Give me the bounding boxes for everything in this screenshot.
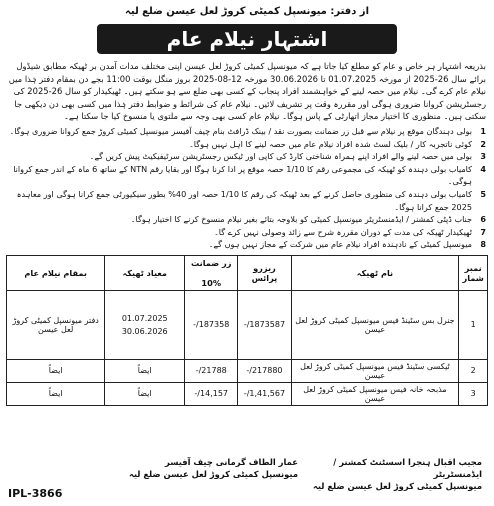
term-item: 8 میونسپل کمیٹی کے نادہندہ افراد نیلام عام میں شرکت کے مجاز نہیں ہوں گے۔ bbox=[208, 239, 486, 250]
term-item: 7 ٹھیکیدار ٹھیکہ کی مدت کے دوران مقررہ شرح سے زائد وصولی نہیں کرے گا۔ bbox=[214, 226, 486, 237]
cell-period: ایضاً bbox=[105, 382, 185, 405]
cell-serial: 3 bbox=[459, 382, 488, 405]
cell-security: 14,157/- bbox=[185, 382, 238, 405]
auction-schedule-table bbox=[6, 255, 488, 406]
table-row bbox=[7, 359, 488, 382]
term-item: 1 بولی دہندگان موقع پر نیلام سے قبل زر ضمانت بصورت نقد / بینک ڈرافٹ بنام چیف آفیسر میونسپل کمیٹی کروڑ جمع کروانا ضروری ہوگا۔ bbox=[9, 125, 486, 136]
header-reserve-price: ریزرو پرائس bbox=[238, 255, 291, 290]
cell-period: ایضاً bbox=[105, 359, 185, 382]
cell-reserve-price: 1873587/- bbox=[238, 290, 291, 359]
term-item: 6 جناب ڈپٹی کمشنر / ایڈمنسٹریٹر میونسپل کمیٹی کو بلاوجہ بتائے بغیر نیلام منسوخ کرنے کا اختیار ہوگا۔ bbox=[130, 214, 486, 225]
table-row bbox=[7, 290, 488, 359]
signature-administrator: مجیب اقبال ہنجرا اسسٹنٹ کمشنر / ایڈمنسٹریٹر میونسپل کمیٹی کروڑ لعل عیسن ضلع لیہ bbox=[312, 457, 482, 491]
notice-title-banner: اشتہار نیلام عام bbox=[97, 24, 397, 54]
header-contract-period: معیاد ٹھیکہ bbox=[105, 255, 185, 290]
cell-place: ایضاً bbox=[7, 382, 105, 405]
cell-period: 01.07.2025 30.06.2026 bbox=[105, 290, 185, 359]
term-item: 2 کوئی ناتجربہ کار / بلیک لسٹ شدہ افراد نیلام عام میں حصہ لینے کا اہل نہیں ہوگا۔ bbox=[189, 138, 486, 149]
intro-paragraph bbox=[6, 60, 488, 123]
security-percent: 10% bbox=[201, 277, 222, 288]
terms-list bbox=[6, 125, 488, 251]
cell-reserve-price: 1,41,567/- bbox=[238, 382, 291, 405]
cell-security: 187358/- bbox=[185, 290, 238, 359]
cell-serial: 1 bbox=[459, 290, 488, 359]
signature-chief-officer: عمار الطاف گرمانی چیف آفیسر میونسپل کمیٹی کروڑ لعل عیسن ضلع لیہ bbox=[128, 457, 298, 479]
cell-serial: 2 bbox=[459, 359, 488, 382]
cell-contract-name: جنرل بس سٹینڈ فیس میونسپل کمیٹی کروڑ لعل عیسن bbox=[291, 290, 459, 359]
cell-contract-name: مذبحہ خانہ فیس میونسپل کمیٹی کروڑ لعل عیسن bbox=[291, 382, 459, 405]
table-row bbox=[7, 382, 488, 405]
header-contract-name: نام ٹھیکہ bbox=[291, 255, 459, 290]
cell-contract-name: ٹیکسی سٹینڈ فیس میونسپل کمیٹی کروڑ لعل عیسن bbox=[291, 359, 459, 382]
cell-place: ایضاً bbox=[7, 359, 105, 382]
header-serial: نمبر شمار bbox=[459, 255, 488, 290]
signature-footer bbox=[8, 456, 486, 500]
header-security: زر ضمانت 10% bbox=[185, 255, 238, 290]
cell-security: 21788/- bbox=[185, 359, 238, 382]
term-item: 5 کامیاب بولی دہندہ کی منظوری حاصل کرنے کے بعد ٹھیکہ کی رقم کا 1/10 حصہ اور 40% بطور سیکیورٹی جمع کرانا ہوگی اور معاہدہ 2025 جمع کرانا ہوگا۔ bbox=[16, 188, 486, 212]
term-item: 3 بولی میں حصہ لینے والے افراد اپنے ہمراہ شناختی کارڈ کی کاپی اور ٹیکس رجسٹریشن سرٹیفیکیٹ پیش کریں گے۔ bbox=[89, 151, 486, 162]
ipl-code: IPL-3866 bbox=[8, 487, 63, 500]
cell-place: دفتر میونسپل کمیٹی کروڑ لعل عیسن bbox=[7, 290, 105, 359]
reference-line: از دفتر: میونسپل کمیٹی کروڑ لعل عیسن ضلع لیہ bbox=[125, 6, 369, 17]
header-auction-place: بمقام نیلام عام bbox=[7, 255, 105, 290]
intro-text: بذریعہ اشتہار ہر خاص و عام کو مطلع کیا جاتا ہے کہ میونسپل کمیٹی کروڑ لعل عیسن اپنی مختلف مدات آمدن بر ٹھیکہ مطابق شیڈول برائے سال 26-2025 از مورخہ 01.07.2025 تا 30.06.2026 مورخہ 12-08-2025 بروز منگل بوقت 11:00 بجے دن بمقام دفتر ہٰذا میں نیلام عام کرے گی۔ نیلام میں حصہ لینے کے خواہشمند افراد پنجاب کے کسی بھی ضلع سے ہو سکتے ہیں۔ ٹھیکیدار کو سال 26-2025 کی رجسٹریشن کروانا ضروری ہوگی اور مقررہ وقت پر تشریف لائیں۔ نیلام عام کی شرائط و ضوابط دفتر ہٰذا میں کسی بھی دن دیکھی جا سکتی ہیں۔ منظوری کا اختیار مجاز اتھارٹی کے پاس ہوگا۔ نیلام عام کسی بھی وجہ سے ملتوی یا منسوخ کیا جا سکتا ہے۔ bbox=[8, 61, 486, 122]
cell-reserve-price: 217880/- bbox=[238, 359, 291, 382]
table-header-row bbox=[7, 255, 488, 290]
term-item: 4 کامیاب بولی دہندہ کو ٹھیکہ کی مجموعی رقم کا 1/10 حصہ موقع پر ادا کرنا ہوگا اور بقایا رقم NTN کے ساتھ 6 ماہ کے اندر جمع کروانا ہوگی۔ bbox=[13, 163, 486, 187]
